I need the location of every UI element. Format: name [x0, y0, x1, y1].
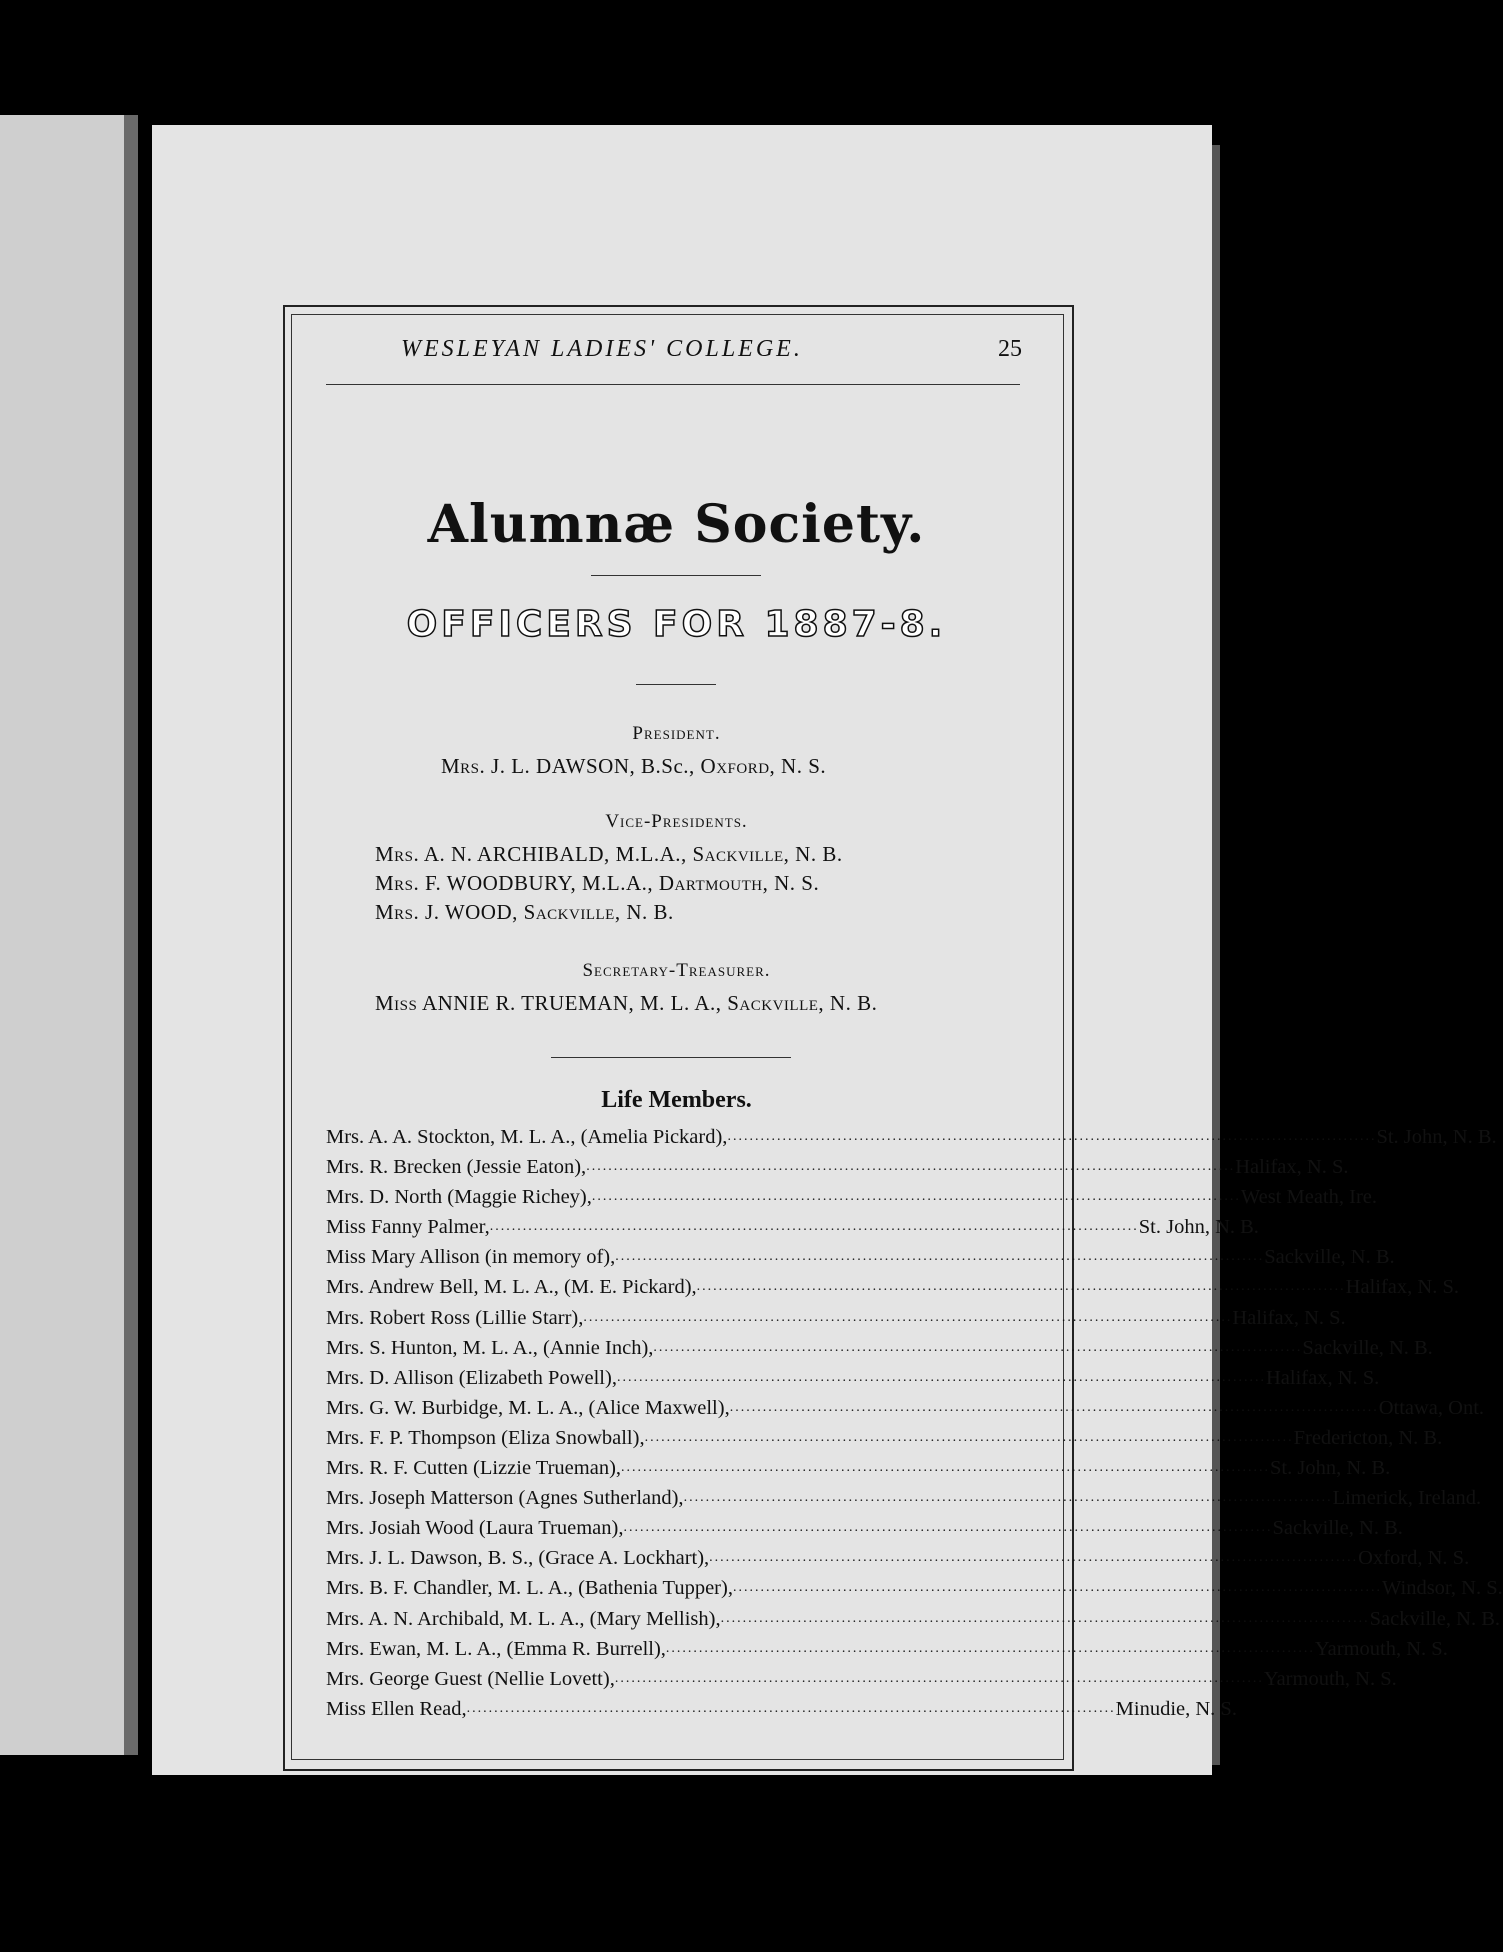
dot-leader	[467, 1694, 1116, 1724]
running-head	[291, 336, 1062, 372]
page-number: 25	[998, 336, 1022, 362]
member-name: Miss Ellen Read,	[326, 1697, 467, 1720]
member-place: Windsor, N. S.	[1381, 1577, 1503, 1600]
officer-degree: M. L. A.,	[639, 991, 722, 1015]
list-item	[326, 1604, 1500, 1634]
member-place: Fredericton, N. B.	[1293, 1426, 1443, 1449]
member-name: Mrs. Ewan, M. L. A., (Emma R. Burrell),	[326, 1637, 666, 1660]
member-name: Mrs. B. F. Chandler, M. L. A., (Bathenia Tupper),	[326, 1577, 733, 1600]
member-name: Mrs. George Guest (Nellie Lovett),	[326, 1667, 615, 1690]
member-name: Mrs. Andrew Bell, M. L. A., (M. E. Pickard),	[326, 1276, 697, 1299]
member-name: Mrs. S. Hunton, M. L. A., (Annie Inch),	[326, 1336, 654, 1359]
member-name: Mrs. Robert Ross (Lillie Starr),	[326, 1306, 584, 1329]
header-rule	[326, 384, 1020, 385]
page-content	[291, 314, 1503, 1758]
officer-line-president	[441, 754, 826, 779]
member-place: West Meath, Ire.	[1240, 1186, 1377, 1209]
officer-region: N. B.	[795, 842, 843, 866]
secretary-treasurer-label: Secretary-Treasurer.	[582, 960, 771, 981]
dot-leader	[583, 1303, 1232, 1333]
list-item	[326, 1664, 1397, 1694]
officer-place: Sackville,	[727, 991, 825, 1015]
list-item	[326, 1573, 1503, 1603]
dot-leader	[730, 1393, 1379, 1423]
officer-place: Sackville,	[692, 842, 790, 866]
officer-degree: M.L.A.,	[615, 842, 687, 866]
list-item	[326, 1333, 1433, 1363]
officer-name: J. WOOD,	[425, 900, 518, 924]
member-name: Mrs. Joseph Matterson (Agnes Sutherland),	[326, 1487, 684, 1510]
officer-name: ANNIE R. TRUEMAN,	[421, 991, 635, 1015]
president-label: President.	[632, 723, 721, 744]
honorific: Mrs.	[375, 900, 420, 924]
member-place: Oxford, N. S.	[1358, 1547, 1470, 1570]
dot-leader	[653, 1333, 1302, 1363]
honorific: Mrs.	[441, 754, 486, 778]
dot-leader	[623, 1513, 1272, 1543]
title-rule	[591, 575, 761, 576]
member-place: St. John, N. B.	[1270, 1457, 1391, 1480]
honorific: Mrs.	[375, 842, 420, 866]
member-name: Mrs. F. P. Thompson (Eliza Snowball),	[326, 1426, 645, 1449]
member-name: Mrs. D. North (Maggie Richey),	[326, 1186, 592, 1209]
member-place: Limerick, Ireland.	[1332, 1487, 1482, 1510]
officer-name: F. WOODBURY,	[425, 871, 577, 895]
dot-leader	[727, 1122, 1376, 1152]
list-item	[326, 1393, 1485, 1423]
dot-leader	[645, 1423, 1294, 1453]
officer-line-vp-3	[375, 900, 674, 925]
list-item	[326, 1423, 1443, 1453]
officer-degree: B.Sc.,	[641, 754, 695, 778]
list-item	[326, 1453, 1391, 1483]
member-place: Sackville, N. B.	[1264, 1246, 1395, 1269]
officers-rule	[636, 684, 716, 685]
dot-leader	[709, 1543, 1358, 1573]
member-name: Miss Fanny Palmer,	[326, 1216, 490, 1239]
member-name: Miss Mary Allison (in memory of),	[326, 1246, 616, 1269]
running-title: WESLEYAN LADIES' COLLEGE.	[401, 336, 803, 362]
member-place: Sackville, N. B.	[1302, 1336, 1433, 1359]
honorific: Miss	[375, 991, 418, 1015]
officer-name: J. L. DAWSON,	[491, 754, 636, 778]
member-place: St. John, N. B.	[1138, 1216, 1259, 1239]
member-place: Minudie, N. S.	[1115, 1697, 1237, 1720]
dot-leader	[586, 1152, 1235, 1182]
member-name: Mrs. R. Brecken (Jessie Eaton),	[326, 1156, 587, 1179]
member-name: Mrs. G. W. Burbidge, M. L. A., (Alice Maxwell),	[326, 1396, 730, 1419]
list-item	[326, 1152, 1349, 1182]
member-place: Ottawa, Ont.	[1378, 1396, 1485, 1419]
officer-region: N. S.	[774, 871, 820, 895]
list-item	[326, 1634, 1448, 1664]
officer-name: A. N. ARCHIBALD,	[423, 842, 610, 866]
member-name: Mrs. D. Allison (Elizabeth Powell),	[326, 1366, 617, 1389]
dot-leader	[615, 1242, 1264, 1272]
officer-place: Oxford,	[700, 754, 776, 778]
dot-leader	[666, 1634, 1315, 1664]
life-members-list	[326, 1122, 1503, 1724]
page-gutter	[124, 115, 138, 1755]
member-place: Halifax, N. S.	[1232, 1306, 1346, 1329]
officer-place: Dartmouth,	[658, 871, 769, 895]
life-members-heading: Life Members.	[601, 1087, 752, 1113]
officer-region: N. S.	[781, 754, 827, 778]
member-name: Mrs. Josiah Wood (Laura Trueman),	[326, 1517, 624, 1540]
facing-page-edge	[0, 115, 138, 1755]
member-name: Mrs. R. F. Cutten (Lizzie Trueman),	[326, 1457, 622, 1480]
member-place: Yarmouth, N. S.	[1314, 1637, 1448, 1660]
list-item	[326, 1212, 1259, 1242]
officer-region: N. B.	[626, 900, 674, 924]
officer-line-secretary	[375, 991, 877, 1016]
member-name: Mrs. J. L. Dawson, B. S., (Grace A. Lockhart),	[326, 1547, 710, 1570]
honorific: Mrs.	[375, 871, 420, 895]
society-title: Alumnæ Society.	[427, 494, 926, 555]
list-item	[326, 1242, 1395, 1272]
member-name: Mrs. A. A. Stockton, M. L. A., (Amelia Pickard),	[326, 1126, 728, 1148]
officer-region: N. B.	[829, 991, 878, 1015]
officer-place: Sackville,	[523, 900, 621, 924]
member-place: Halifax, N. S.	[1235, 1156, 1349, 1179]
member-place: Sackville, N. B.	[1369, 1607, 1500, 1630]
dot-leader	[697, 1272, 1346, 1302]
dot-leader	[621, 1453, 1270, 1483]
list-item	[326, 1182, 1377, 1212]
list-item	[326, 1513, 1403, 1543]
vice-presidents-label: Vice-Presidents.	[605, 811, 748, 832]
officer-line-vp-2	[375, 871, 819, 896]
member-name: Mrs. A. N. Archibald, M. L. A., (Mary Mellish),	[326, 1607, 721, 1630]
list-item	[326, 1122, 1497, 1152]
dot-leader	[733, 1573, 1382, 1603]
list-item	[326, 1272, 1459, 1302]
list-item	[326, 1363, 1380, 1393]
section-rule	[551, 1057, 791, 1058]
list-item	[326, 1543, 1470, 1573]
dot-leader	[617, 1363, 1266, 1393]
member-place: Halifax, N. S.	[1265, 1366, 1380, 1389]
member-place: St. John, N. B.	[1376, 1126, 1497, 1148]
dot-leader	[490, 1212, 1139, 1242]
member-place: Yarmouth, N. S.	[1263, 1667, 1397, 1690]
officer-line-vp-1	[375, 842, 843, 867]
member-place: Halifax, N. S.	[1345, 1276, 1459, 1299]
dot-leader	[592, 1182, 1241, 1212]
officers-title: OFFICERS FOR 1887-8.	[406, 604, 947, 645]
dot-leader	[721, 1604, 1370, 1634]
list-item	[326, 1483, 1482, 1513]
member-place: Sackville, N. B.	[1272, 1517, 1403, 1540]
dot-leader	[684, 1483, 1333, 1513]
list-item	[326, 1694, 1237, 1724]
officer-degree: M.L.A.,	[581, 871, 654, 895]
list-item	[326, 1303, 1346, 1333]
dot-leader	[615, 1664, 1264, 1694]
